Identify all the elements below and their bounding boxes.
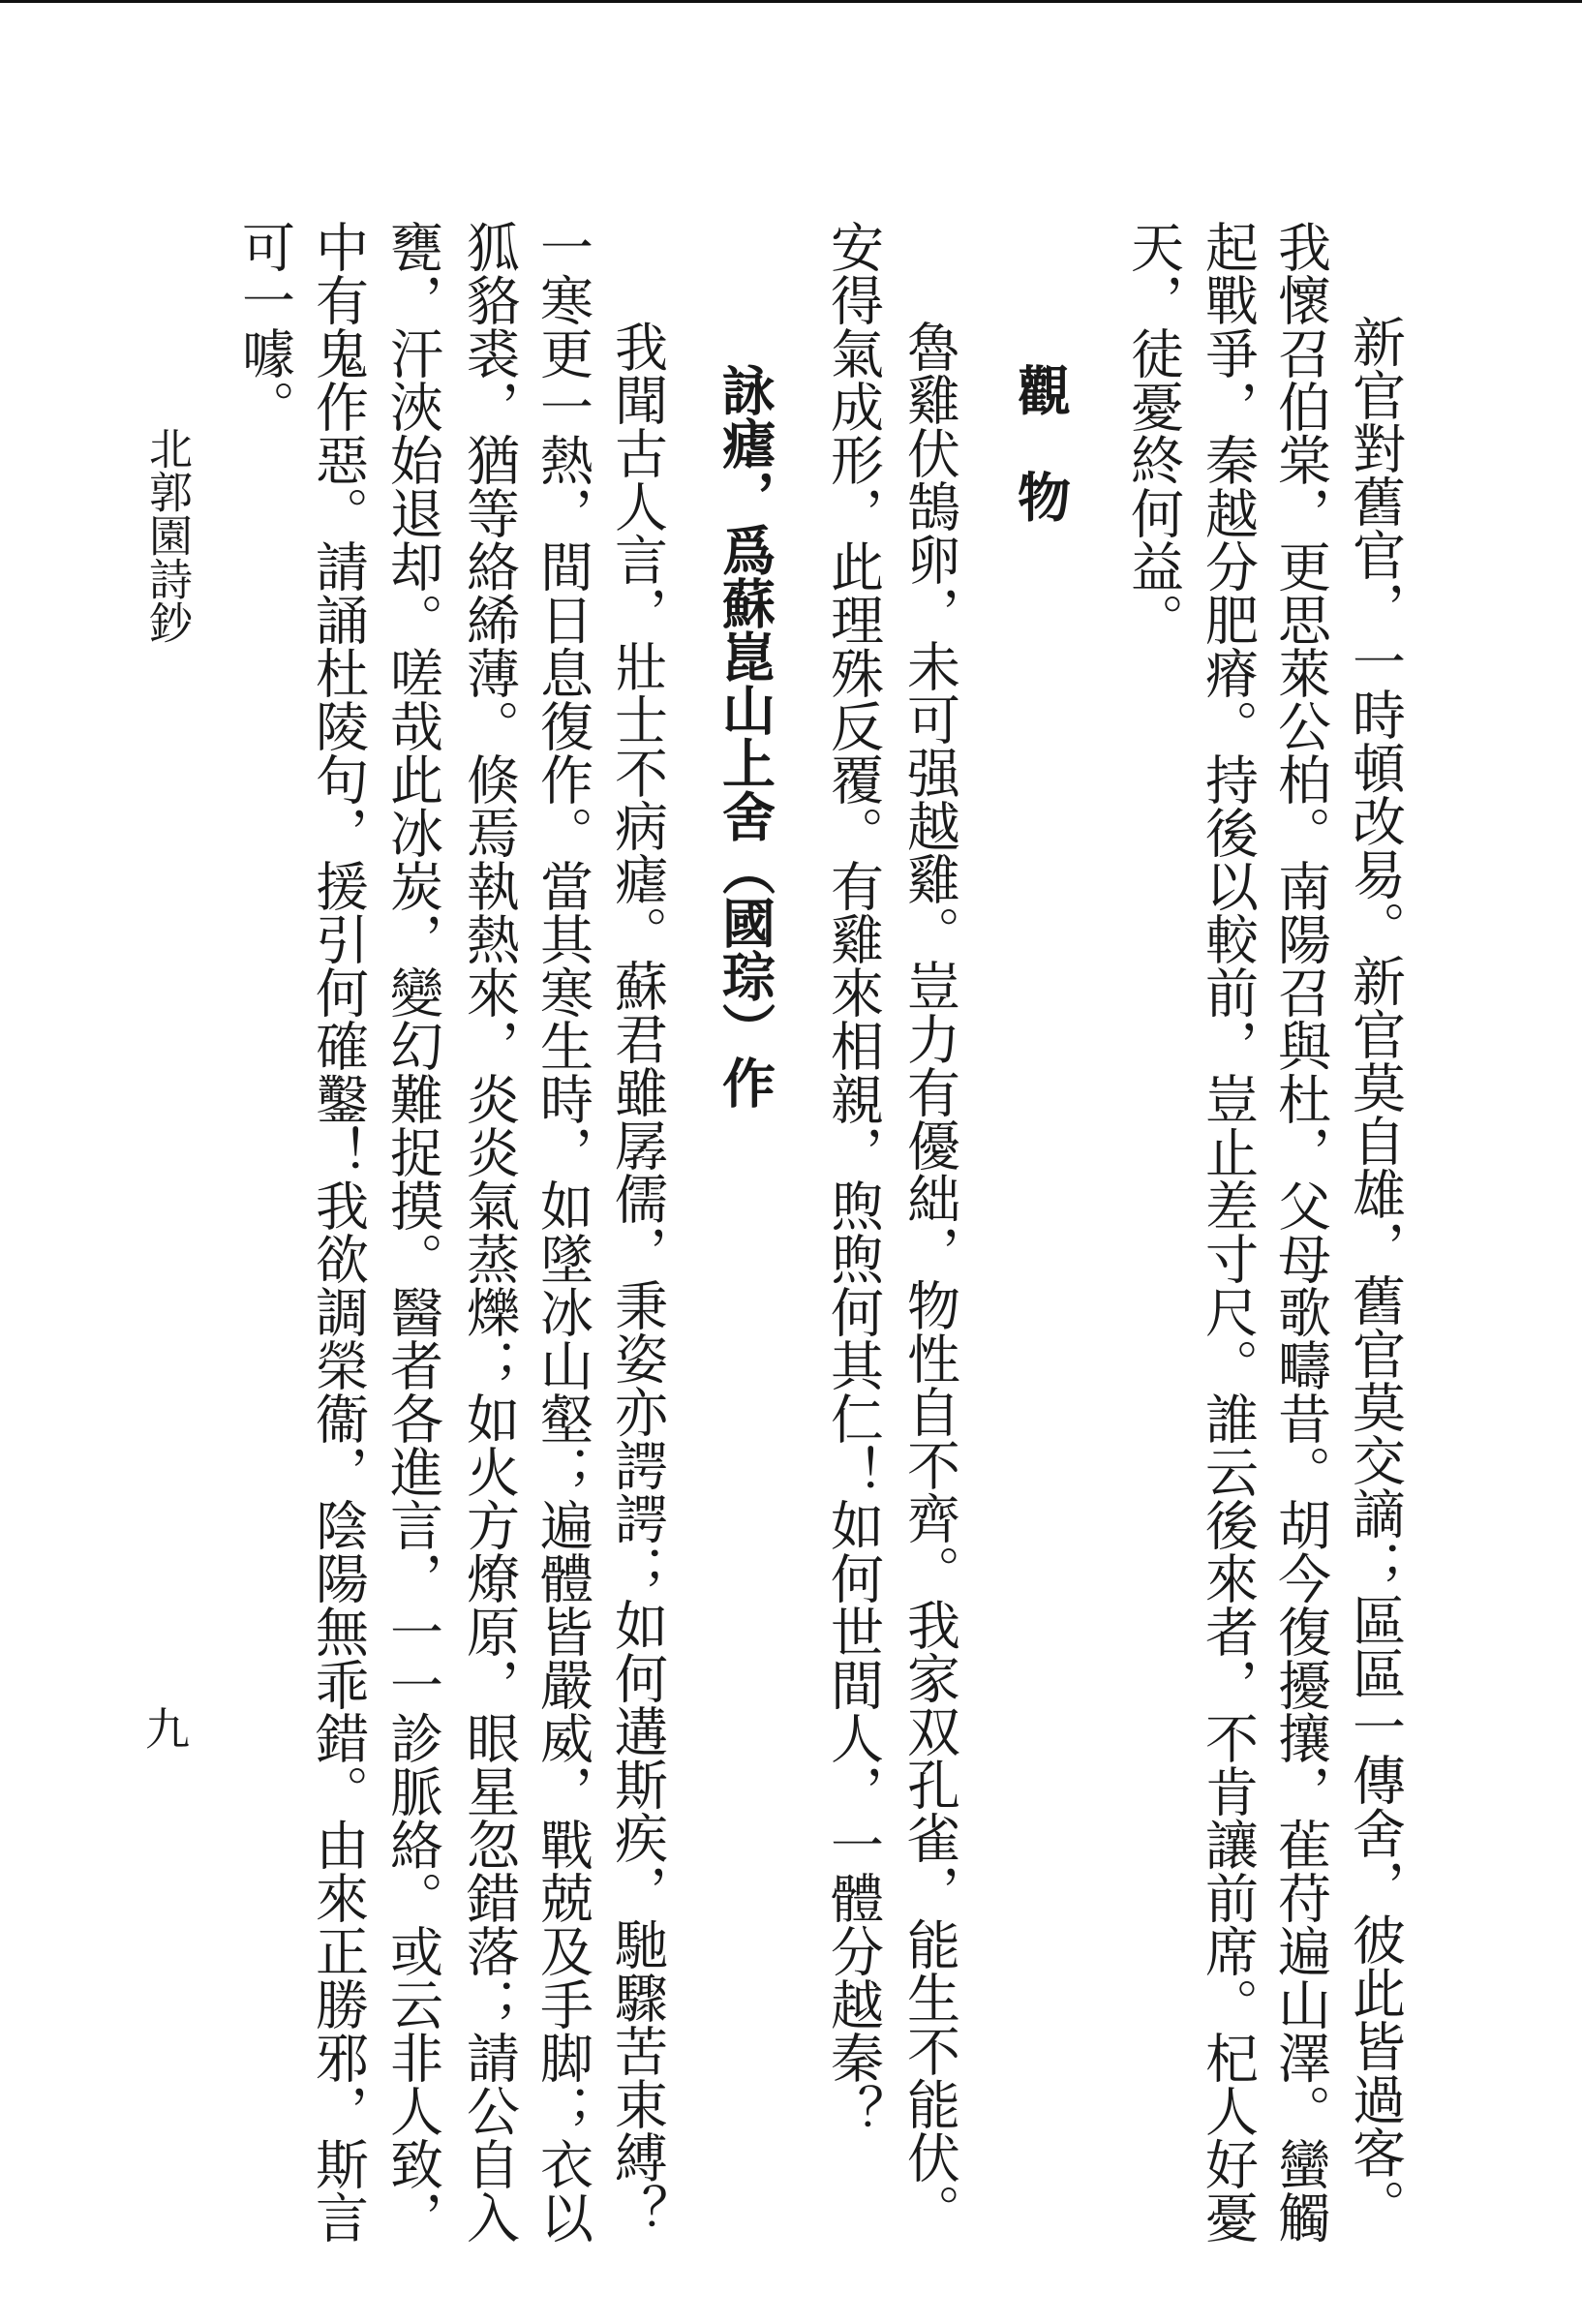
poem-line-3: 起戰爭，秦越分肥瘠。持後以較前，豈止差寸尺。誰云後來者，不肯讓前席。杞人好憂 — [1197, 220, 1259, 2244]
poem3-line-4: 甕，汗浹始退却。嗟哉此冰炭，變幻難捉摸。醫者各進言，一一診脈絡。或云非人致， — [381, 220, 443, 2244]
poem-title-yong-nue: 詠瘧，爲蘇崑山上舍（國琮）作 — [714, 363, 776, 1109]
poem3-line-3: 狐貉裘，猶等絡絺薄。倏焉執熱來，炎炎氣蒸爍；如火方燎原，眼星忽錯落；請公自入 — [458, 220, 520, 2244]
poem3-line-5: 中有鬼作惡。請誦杜陵句，援引何確鑿！我欲調榮衞，陰陽無乖錯。由來正勝邪，斯言 — [307, 220, 369, 2244]
poem2-line-2: 安得氣成形，此理殊反覆。有雞來相親，煦煦何其仁！如何世間人，一體分越秦？ — [822, 220, 884, 2137]
folio-book-title: 北郭園詩鈔 — [141, 426, 193, 644]
poem3-line-2: 一寒更一熱，間日息復作。當其寒生時，如墜冰山壑；遍體皆嚴威，戰兢及手脚；衣以 — [532, 220, 593, 2244]
page-number: 九 — [145, 1703, 190, 1756]
top-border-rule — [0, 0, 1582, 3]
poem-title-guan-wu: 觀 物 — [1009, 363, 1072, 523]
poem-line-4: 天，徒憂終何益。 — [1122, 220, 1184, 646]
poem-line-1: 新官對舊官，一時頓改易。新官莫自雄，舊官莫交謫；區區一傳舍，彼此皆過客。 — [1344, 315, 1406, 2232]
poem-line-2: 我懷召伯棠，更思萊公柏。南陽召與杜，父母歌疇昔。胡今復擾攘，雈苻遍山澤。蠻觸 — [1269, 220, 1331, 2244]
poem3-line-6: 可一噱。 — [233, 220, 295, 433]
poem2-line-1: 魯雞伏鵠卵，未可强越雞。豈力有優絀，物性自不齊。我家双孔雀，能生不能伏。 — [898, 320, 960, 2237]
poem3-line-1: 我聞古人言，壯士不病瘧。蘇君雖孱儒，秉姿亦諤諤；如何遘斯疾，馳驟苦束縛？ — [606, 320, 668, 2237]
